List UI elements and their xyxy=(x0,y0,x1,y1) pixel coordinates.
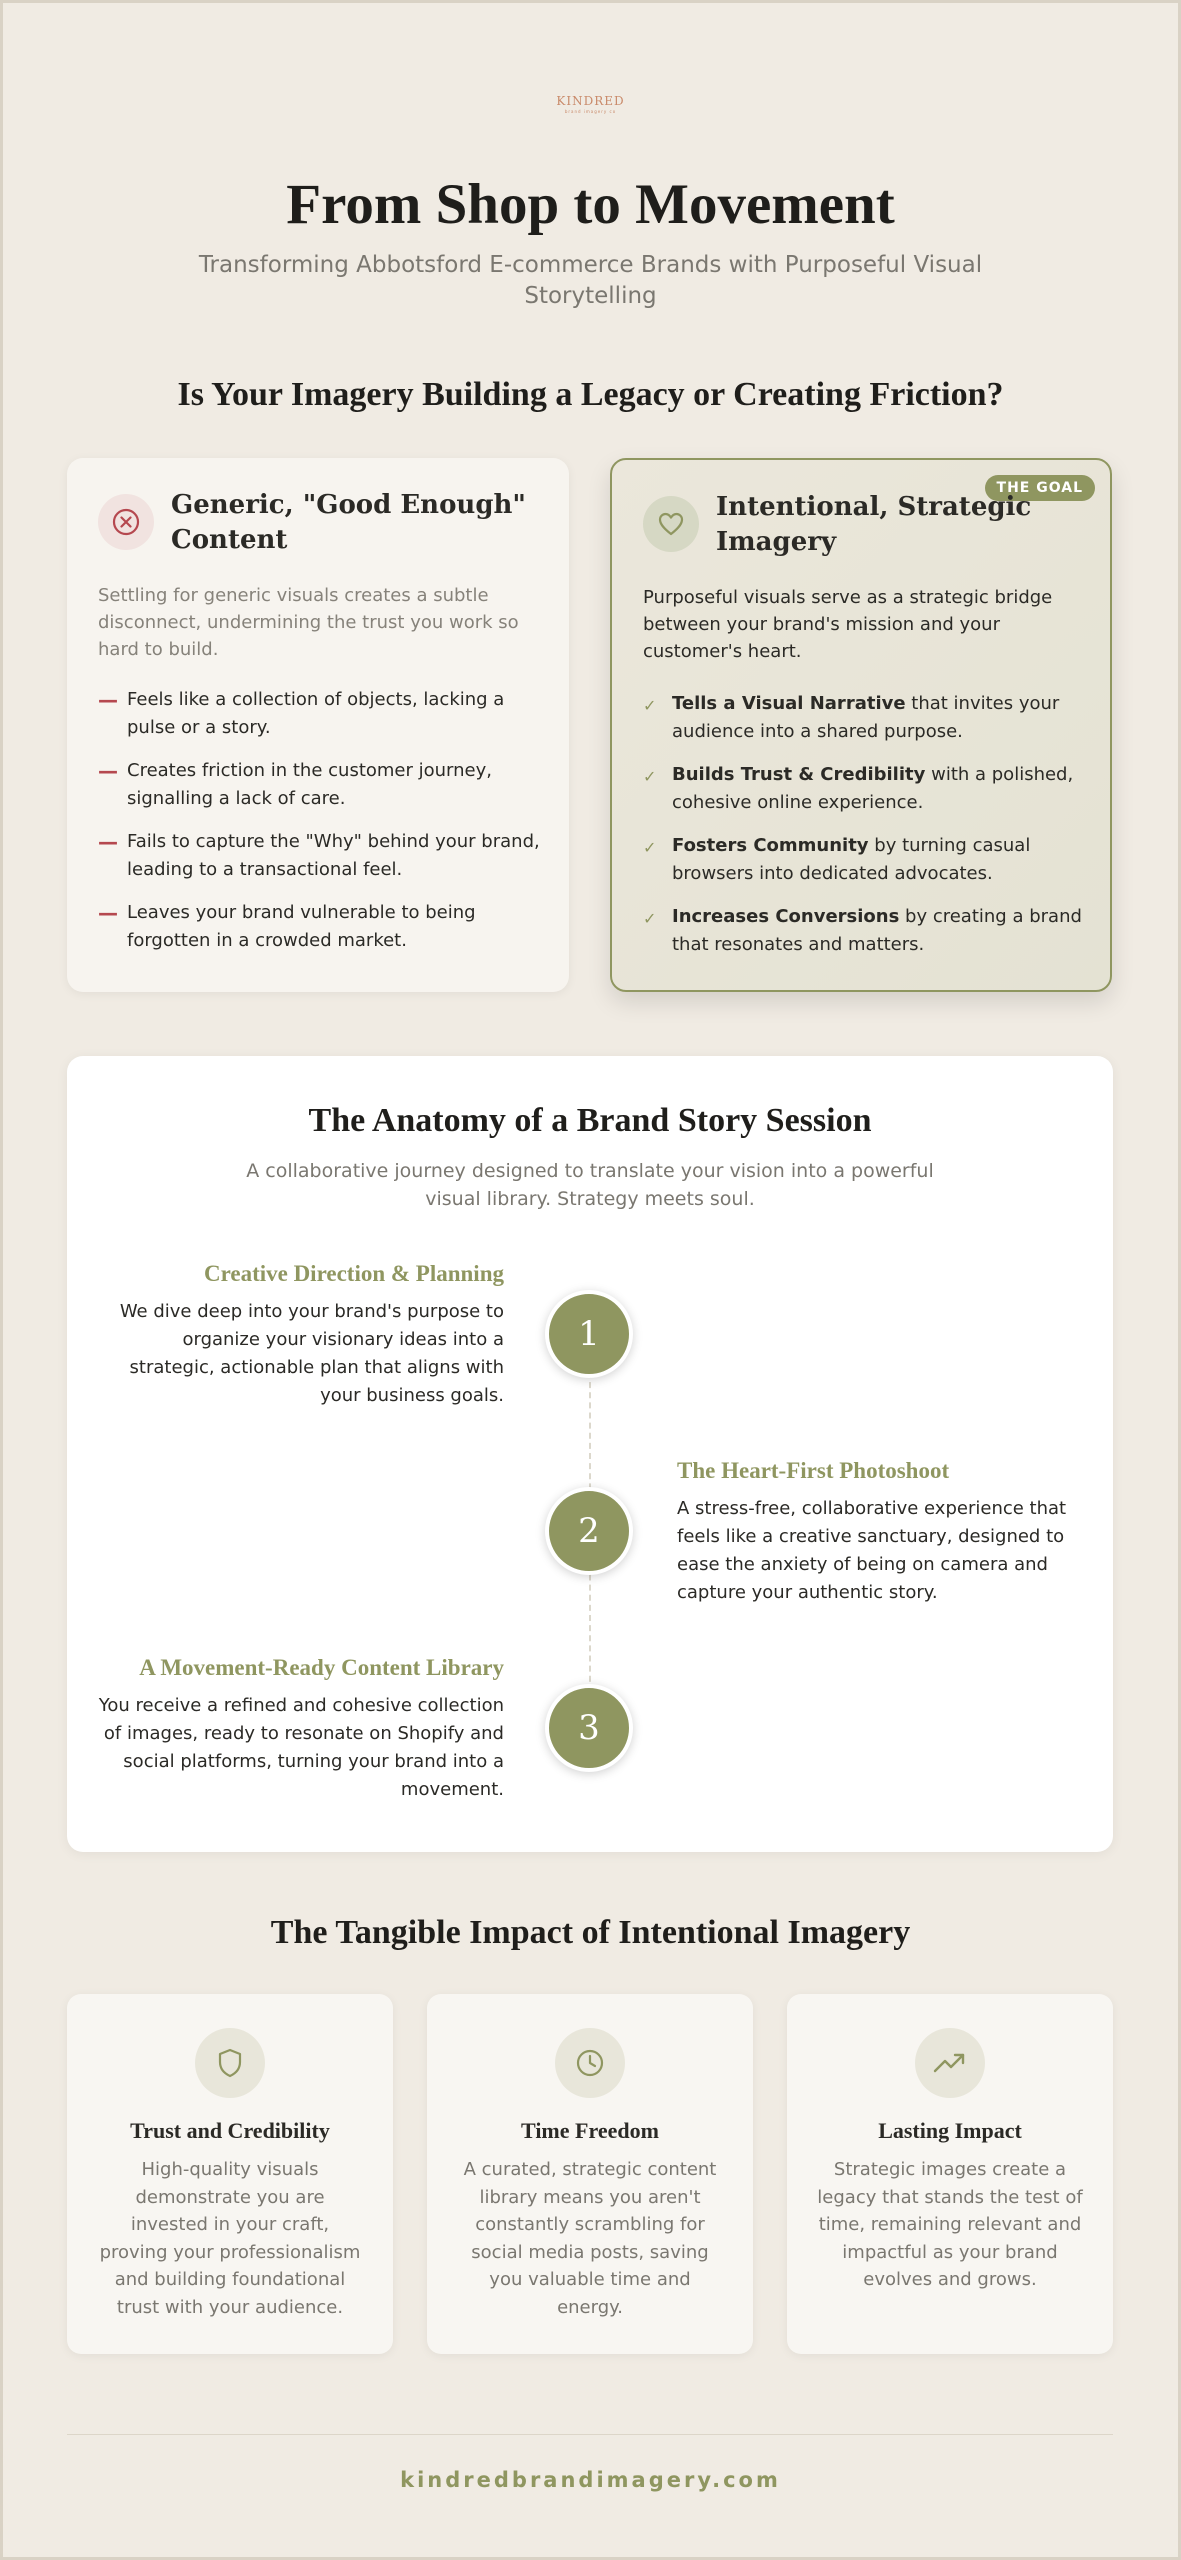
x-circle-icon xyxy=(98,494,154,550)
shield-icon xyxy=(195,2028,265,2098)
strategic-card-title: Intentional, Strategic Imagery xyxy=(716,492,1032,557)
footer-divider xyxy=(67,2434,1113,2435)
impact-card-text: A curated, strategic content library means you aren't constantly scrambling for social media posts, saving you valuable time and energy. xyxy=(463,2159,717,2318)
list-item xyxy=(98,899,543,955)
comparison-heading: Is Your Imagery Building a Legacy or Creating Friction? xyxy=(177,376,1004,413)
check-icon: ✓ xyxy=(643,838,657,857)
page-subtitle: Transforming Abbotsford E-commerce Brands with Purposeful Visual Storytelling xyxy=(198,252,983,309)
list-item-text: Leaves your brand vulnerable to being forgotten in a crowded market. xyxy=(127,902,476,951)
generic-content-card xyxy=(67,458,569,992)
impact-card-trust xyxy=(67,1994,393,2354)
step-1-title: Creative Direction & Planning xyxy=(203,1261,504,1286)
clock-icon xyxy=(555,2028,625,2098)
list-item-text: that invites your audience into a shared purpose. xyxy=(672,693,1060,742)
dash-icon: — xyxy=(98,688,118,712)
dash-icon: — xyxy=(98,759,118,783)
step-3-title: A Movement-Ready Content Library xyxy=(139,1655,504,1680)
step-1-number: 1 xyxy=(545,1290,633,1378)
list-item-text: Creates friction in the customer journey, signalling a lack of care. xyxy=(127,760,492,809)
heart-icon xyxy=(643,496,699,552)
dash-icon: — xyxy=(98,830,118,854)
brand-logo[interactable] xyxy=(0,94,1181,114)
list-item-emphasis: Builds Trust & Credibility xyxy=(672,764,926,785)
strategic-imagery-card xyxy=(610,458,1112,992)
list-item-emphasis: Fosters Community xyxy=(672,835,869,856)
strategic-card-list xyxy=(643,690,1088,974)
check-icon: ✓ xyxy=(643,767,657,786)
impact-card-time xyxy=(427,1994,753,2354)
check-icon: ✓ xyxy=(643,696,657,715)
step-3-text: You receive a refined and cohesive collection of images, ready to resonate on Shopify and social platforms, turning your brand into a movement. xyxy=(98,1695,504,1800)
generic-card-list xyxy=(98,686,543,970)
page-title: From Shop to Movement xyxy=(286,173,895,236)
list-item-text: by turning casual browsers into dedicated advocates. xyxy=(672,835,1031,884)
list-item-text: Fails to capture the "Why" behind your brand, leading to a transactional feel. xyxy=(127,831,540,880)
list-item-text: with a polished, cohesive online experience. xyxy=(672,764,1074,813)
list-item xyxy=(643,690,1088,746)
list-item-emphasis: Increases Conversions xyxy=(672,906,900,927)
list-item xyxy=(98,686,543,742)
list-item xyxy=(98,828,543,884)
list-item xyxy=(643,761,1088,817)
step-2-number: 2 xyxy=(545,1487,633,1575)
check-icon: ✓ xyxy=(643,909,657,928)
impact-card-text: High-quality visuals demonstrate you are invested in your craft, proving your professionalism and building foundational trust with your audience. xyxy=(99,2159,361,2318)
anatomy-title: The Anatomy of a Brand Story Session xyxy=(308,1102,872,1139)
step-3-number: 3 xyxy=(545,1684,633,1772)
strategic-card-description: Purposeful visuals serve as a strategic bridge between your brand's mission and your customer's heart. xyxy=(643,587,1053,662)
impact-card-text: Strategic images create a legacy that stands the test of time, remaining relevant and impactful as your brand evolves and grows. xyxy=(817,2159,1083,2290)
website-link[interactable]: kindredbrandimagery.com xyxy=(400,2468,781,2492)
list-item xyxy=(643,832,1088,888)
logo-wordmark: KINDRED xyxy=(556,94,625,108)
step-2-title: The Heart-First Photoshoot xyxy=(677,1458,950,1483)
list-item-emphasis: Tells a Visual Narrative xyxy=(672,693,906,714)
goal-badge: THE GOAL xyxy=(985,475,1095,501)
anatomy-subtitle: A collaborative journey designed to translate your vision into a powerful visual library. Strategy meets soul. xyxy=(246,1160,934,1210)
dash-icon: — xyxy=(98,901,118,925)
brand-story-session-section xyxy=(67,1056,1113,1852)
logo-tagline: brand imagery co xyxy=(564,109,617,114)
impact-card-title: Trust and Credibility xyxy=(130,2118,330,2143)
impact-card-title: Time Freedom xyxy=(521,2118,659,2143)
list-item-text: Feels like a collection of objects, lacking a pulse or a story. xyxy=(127,689,505,738)
generic-card-title: Generic, "Good Enough" Content xyxy=(171,490,526,555)
step-1-text: We dive deep into your brand's purpose to organize your visionary ideas into a strategic, actionable plan that aligns with your business goals. xyxy=(119,1301,504,1406)
list-item-text: by creating a brand that resonates and matters. xyxy=(672,906,1082,955)
step-2-text: A stress-free, collaborative experience that feels like a creative sanctuary, designed to ease the anxiety of being on camera and capture your authentic story. xyxy=(677,1498,1067,1603)
trending-up-icon xyxy=(915,2028,985,2098)
impact-card-title: Lasting Impact xyxy=(878,2118,1022,2143)
impact-card-legacy xyxy=(787,1994,1113,2354)
impact-heading: The Tangible Impact of Intentional Imagery xyxy=(270,1914,911,1951)
list-item xyxy=(643,903,1088,959)
generic-card-description: Settling for generic visuals creates a subtle disconnect, undermining the trust you work so hard to build. xyxy=(98,585,519,660)
list-item xyxy=(98,757,543,813)
